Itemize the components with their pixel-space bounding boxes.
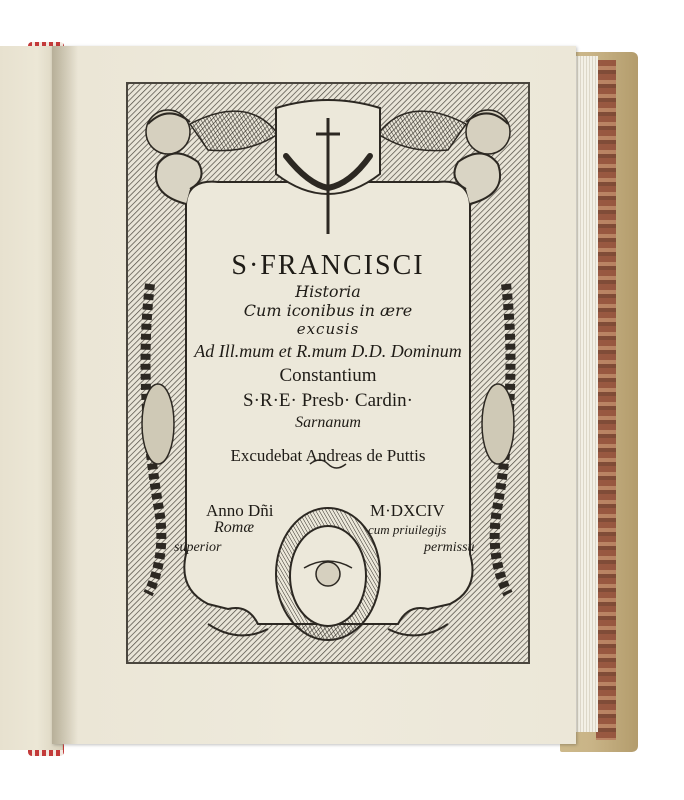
title-text-block [170,250,486,467]
year-roman: M·DXCIV [370,501,445,520]
imprint-line: Excudebat Andreas de Puttis [230,446,426,465]
title-cardinal: S·R·E· Presb· Cardin· [243,390,413,411]
title-dedication: Ad Ill.mum et R.mum D.D. Dominum [194,341,462,361]
title-excusis: excusis [296,320,360,338]
title-main: S·FRANCISCI [231,250,425,281]
cum-privilegiis: cum priuilegijs [368,522,447,537]
anno-domini: Anno Dñi [206,501,274,520]
superiorum: superior [174,540,222,555]
permissu: permissu [424,540,475,555]
marbled-edge [596,60,616,740]
title-constantium: Constantium [279,365,377,386]
gutter-shadow [52,46,78,744]
title-cum-iconibus: Cum iconibus in ære [243,301,413,320]
romae: Romæ [214,519,254,536]
title-historia: Historia [295,282,361,301]
title-sarnanum: Sarnanum [295,414,361,431]
